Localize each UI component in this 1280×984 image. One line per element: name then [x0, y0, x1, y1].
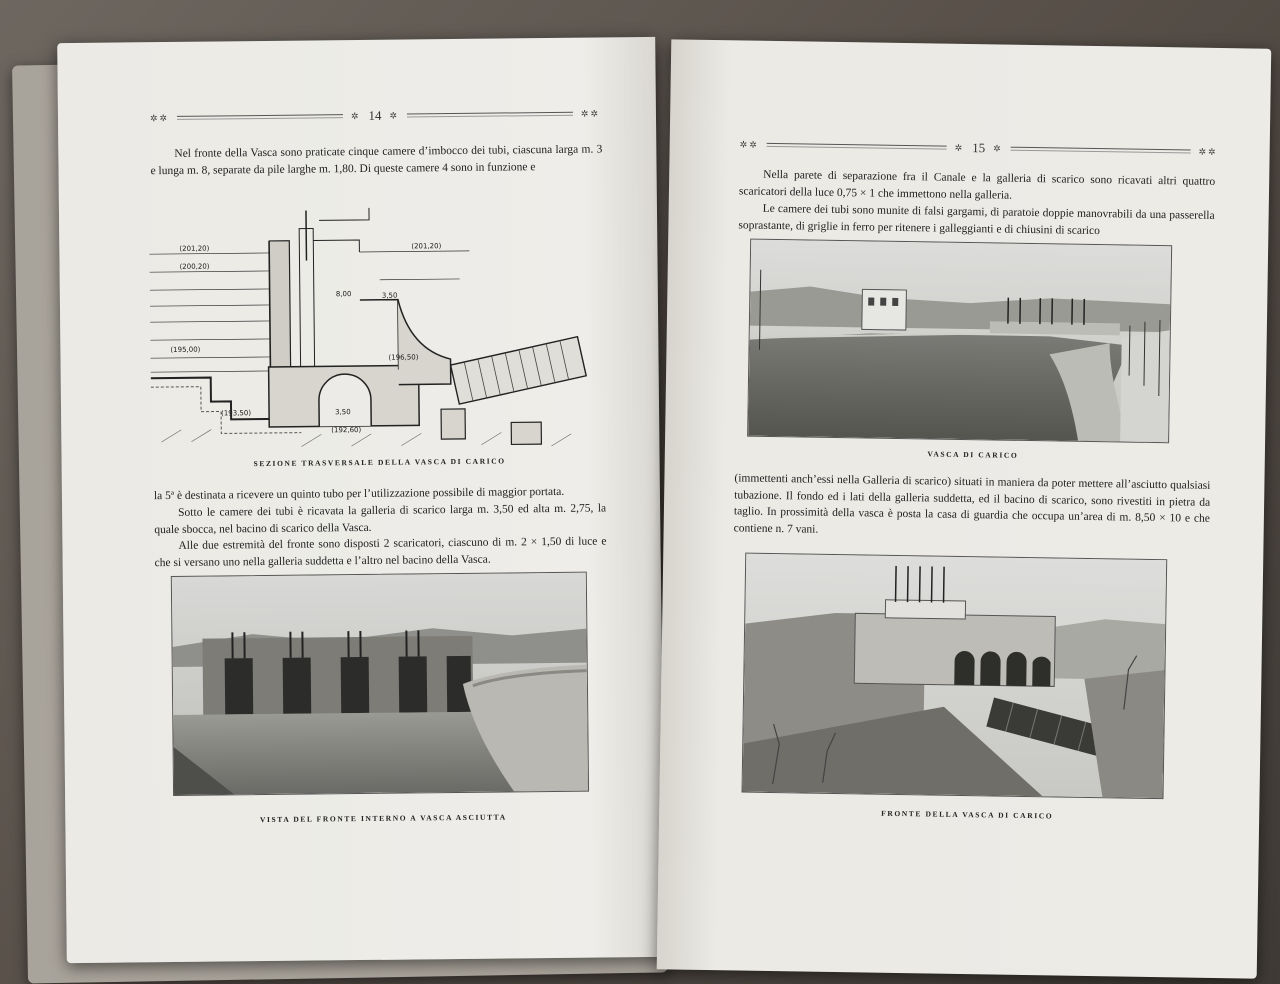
dimension-label: (196,50)	[388, 353, 419, 362]
figure-caption: VISTA DEL FRONTE INTERNO A VASCA ASCIUTTA	[259, 812, 507, 825]
paragraph: Nella parete di separazione fra il Canale e la galleria di scarico sono ricavati altri quattro scaricatori della luce 0,75 × 1 che immettono nella galleria.	[738, 168, 1216, 202]
photo-tank-front	[742, 553, 1168, 800]
dimension-label: (195,00)	[170, 345, 201, 354]
header-rule	[1011, 147, 1191, 154]
dimension-label: (200,20)	[179, 262, 210, 271]
right-page	[657, 39, 1272, 978]
ornament-icon: ✲	[350, 110, 361, 121]
paragraph: Alle due estremità del fronte sono disposti 2 scaricatori, ciascuno di m. 2 × 1,50 di luce e che si versano uno nella galleria suddetta e l’altro nel bacino della Vasca.	[154, 535, 607, 569]
right-page-header	[740, 136, 1218, 160]
left-page-header	[150, 105, 600, 126]
paragraph: Nel fronte della Vasca sono praticate cinque camere d’imbocco dei tubi, ciascuna larga m. 3 e lunga m. 8, separate da pile larghe m. 1,80. Di queste camere 4 sono in funzione e	[150, 143, 603, 177]
paragraph: (immettenti anch’essi nella Galleria di scarico) situati in maniera da poter mettere all’asciutto qualsiasi tubazione. Il fondo ed i lati della galleria suddetta, ed il bacino di scarico, sono rivestiti in pietra da taglio. In prossimità della vasca è posta la casa di guardia che occupa un’area di m. 8,50 × 10 e che contiene n. 7 vani.	[733, 472, 1211, 536]
left-page	[57, 37, 665, 963]
dimension-label: 3,50	[335, 408, 351, 417]
figure-caption: VASCA DI CARICO	[927, 449, 1019, 460]
ornament-icon: ✲✲	[739, 138, 759, 150]
dimension-label: (201,20)	[179, 244, 210, 253]
figure-caption: SEZIONE TRASVERSALE DELLA VASCA DI CARICO	[253, 456, 506, 469]
paragraph: Sotto le camere dei tubi è ricavata la galleria di scarico larga m. 3,50 ed alta m. 2,75, la quale sbocca, nel bacino di scarico della Vasca.	[154, 502, 607, 536]
header-rule	[407, 112, 573, 118]
header-rule	[767, 143, 947, 150]
page-number: 14	[368, 107, 382, 123]
ornament-icon: ✲	[993, 142, 1003, 154]
ornament-icon: ✲✲	[149, 112, 170, 123]
dimension-label: (201,20)	[411, 242, 442, 251]
ornament-icon: ✲	[389, 110, 400, 121]
paragraph: Le camere dei tubi sono munite di falsi gargami, di paratoie doppie manovrabili da una passerella soprastante, di griglie in ferro per ritenere i galleggianti e di chiusini di scarico	[738, 202, 1215, 237]
figure-caption: FRONTE DELLA VASCA DI CARICO	[881, 808, 1054, 821]
ornament-icon: ✲	[954, 142, 965, 153]
dimension-label: 8,00	[335, 290, 352, 299]
paragraph: la 5ª è destinata a ricevere un quinto tubo per l’utilizzazione possibile di maggior portata.	[153, 485, 565, 503]
ornament-icon: ✲✲	[1198, 146, 1218, 157]
header-rule	[177, 114, 343, 120]
dimension-label: (192,60)	[331, 425, 362, 435]
cross-section-drawing	[149, 197, 612, 452]
dimension-label: 3,50	[381, 291, 398, 300]
ornament-icon: ✲✲	[580, 107, 601, 119]
dimension-label: (193,50)	[221, 409, 252, 418]
photo-internal-front	[171, 572, 589, 796]
page-number: 15	[972, 140, 986, 156]
photo-loading-tank	[747, 239, 1172, 444]
